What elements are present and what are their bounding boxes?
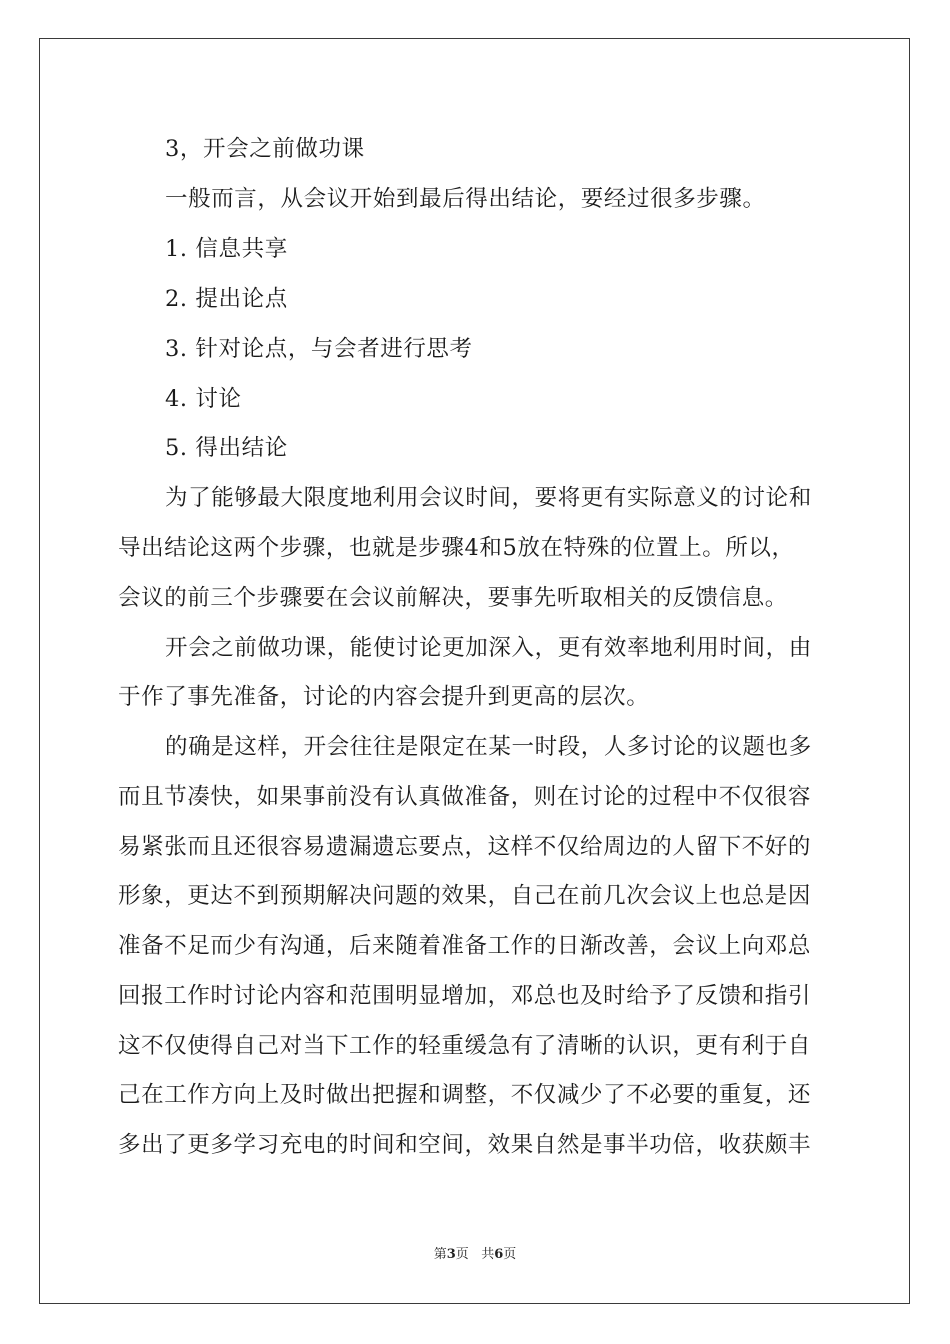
paragraph-3-line-2: 而且节凑快，如果事前没有认真做准备，则在讨论的过程中不仅很容 <box>118 784 812 810</box>
page-prefix: 第 <box>433 1247 447 1262</box>
step-item-1: 1. 信息共享 <box>165 236 288 262</box>
paragraph-1-line-3: 会议的前三个步骤要在会议前解决，要事先听取相关的反馈信息。 <box>118 585 788 611</box>
paragraph-1-line-1: 为了能够最大限度地利用会议时间，要将更有实际意义的讨论和 <box>165 485 812 511</box>
step-item-4: 4. 讨论 <box>165 386 242 412</box>
section-heading: 3，开会之前做功课 <box>165 136 365 162</box>
paragraph-3-line-5: 准备不足而少有沟通，后来随着准备工作的日渐改善，会议上向邓总 <box>118 933 812 959</box>
paragraph-3-line-9: 多出了更多学习充电的时间和空间，效果自然是事半功倍，收获颇丰 <box>118 1132 812 1158</box>
paragraph-3-line-3: 易紧张而且还很容易遗漏遗忘要点，这样不仅给周边的人留下不好的 <box>118 834 812 860</box>
paragraph-3-line-7: 这不仅使得自己对当下工作的轻重缓急有了清晰的认识，更有利于自 <box>118 1033 812 1059</box>
intro-text: 一般而言，从会议开始到最后得出结论，要经过很多步骤。 <box>165 186 766 212</box>
total-prefix: 共 <box>481 1247 495 1262</box>
page-suffix: 页 <box>455 1247 469 1262</box>
paragraph-3-line-4: 形象，更达不到预期解决问题的效果，自己在前几次会议上也总是因 <box>118 883 812 909</box>
paragraph-3-line-6: 回报工作时讨论内容和范围明显增加，邓总也及时给予了反馈和指引 <box>118 983 812 1009</box>
paragraph-2-line-2: 于作了事先准备，讨论的内容会提升到更高的层次。 <box>118 684 650 710</box>
paragraph-3-line-1: 的确是这样，开会往往是限定在某一时段，人多讨论的议题也多 <box>165 734 812 760</box>
step-item-3: 3. 针对论点，与会者进行思考 <box>165 336 473 362</box>
total-suffix: 页 <box>503 1247 517 1262</box>
paragraph-2-line-1: 开会之前做功课，能使讨论更加深入，更有效率地利用时间，由 <box>165 635 812 661</box>
paragraph-3-line-8: 己在工作方向上及时做出把握和调整，不仅减少了不必要的重复，还 <box>118 1082 812 1108</box>
total-pages: 6 <box>494 1247 504 1262</box>
paragraph-1-line-2: 导出结论这两个步骤，也就是步骤4和5放在特殊的位置上。所以， <box>118 535 795 561</box>
page-border <box>39 38 910 1304</box>
step-item-2: 2. 提出论点 <box>165 286 288 312</box>
page-footer <box>0 1246 950 1264</box>
page-number: 3 <box>446 1247 456 1262</box>
step-item-5: 5. 得出结论 <box>165 435 288 461</box>
